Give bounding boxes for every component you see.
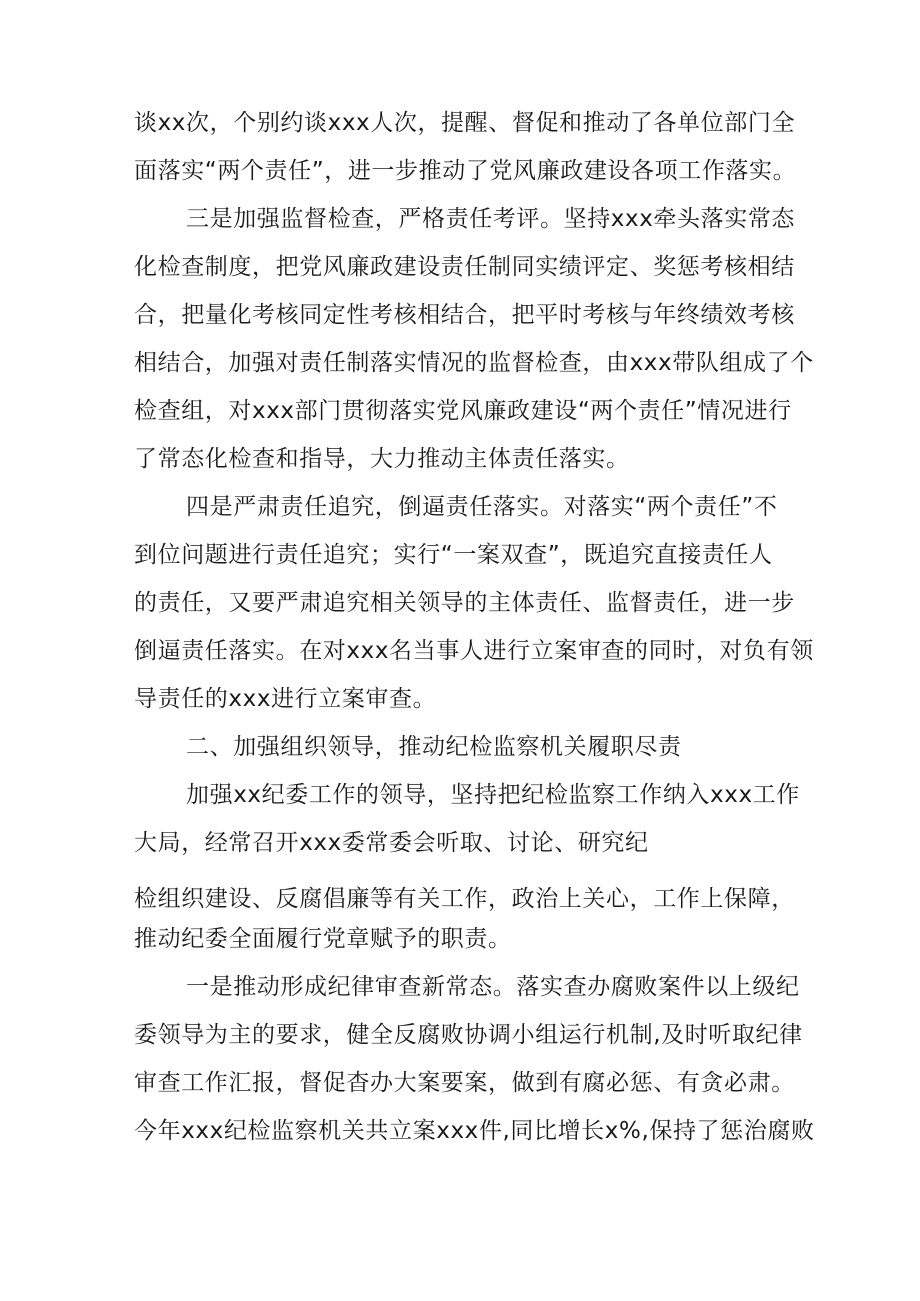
paragraph-start-line: 三是加强监督检查，严格责任考评。坚持xxx牵头落实常态: [186, 206, 796, 232]
body-text-line: 谈xx次，个别约谈xxx人次，提醒、督促和推动了各单位部门全: [134, 110, 796, 136]
body-text-line: 的责任，又要严肃追究相关领导的主体责任、监督责任，进一步: [134, 590, 795, 616]
body-text-line: 检查组，对xxx部门贯彻落实党风廉政建设“两个责任”情况进行: [134, 398, 792, 424]
body-text-line: 相结合，加强对责任制落实情况的监督检查，由xxx带队组成了个: [134, 350, 814, 376]
paragraph-start-line: 一是推动形成纪律审查新常态。落实查办腐败案件以上级纪: [186, 974, 800, 1000]
body-text-line: 合，把量化考核同定性考核相结合，把平时考核与年终绩效考核: [134, 302, 795, 328]
body-text-line: 面落实“两个责任”，进一步推动了党风廉政建设各项工作落实。: [134, 158, 797, 184]
paragraph-start-line: 加强xx纪委工作的领导，坚持把纪检监察工作纳入xxx工作: [186, 782, 800, 808]
body-text-line: 倒逼责任落实。在对xxx名当事人进行立案审查的同时，对负有领: [134, 638, 814, 664]
body-text-line: 推动纪委全面履行党章赋予的职责。: [134, 926, 512, 952]
body-text-line: 今年xxx纪检监察机关共立案xxx件,同比增长x%,保持了惩治腐败: [134, 1118, 815, 1144]
body-text-line: 检组织建设、反腐倡廉等有关工作，政治上关心，工作上保障，: [134, 886, 795, 912]
paragraph-start-line: 四是严肃责任追究，倒逼责任落实。对落实“两个责任”不: [186, 494, 778, 520]
body-text-line: 到位问题进行责任追究；实行“一案双查”，既追究直接责任人: [134, 542, 773, 568]
body-text-line: 导责任的xxx进行立案审查。: [134, 686, 437, 712]
body-text-line: 化检查制度，把党风廉政建设责任制同实绩评定、奖惩考核相结: [134, 254, 795, 280]
section-heading: 二、加强组织领导，推动纪检监察机关履职尽责: [186, 734, 682, 760]
body-text-line: 审查工作汇报，督促杳办大案要案，做到有腐必惩、有贪必肃。: [134, 1070, 795, 1096]
body-text-line: 委领导为主的要求，健全反腐败协调小组运行机制,及时听取纪律: [134, 1022, 803, 1048]
body-text-line: 了常态化检查和指导，大力推动主体责任落实。: [134, 446, 630, 472]
body-text-line: 大局，经常召开xxx委常委会听取、讨论、研究纪: [134, 830, 649, 856]
